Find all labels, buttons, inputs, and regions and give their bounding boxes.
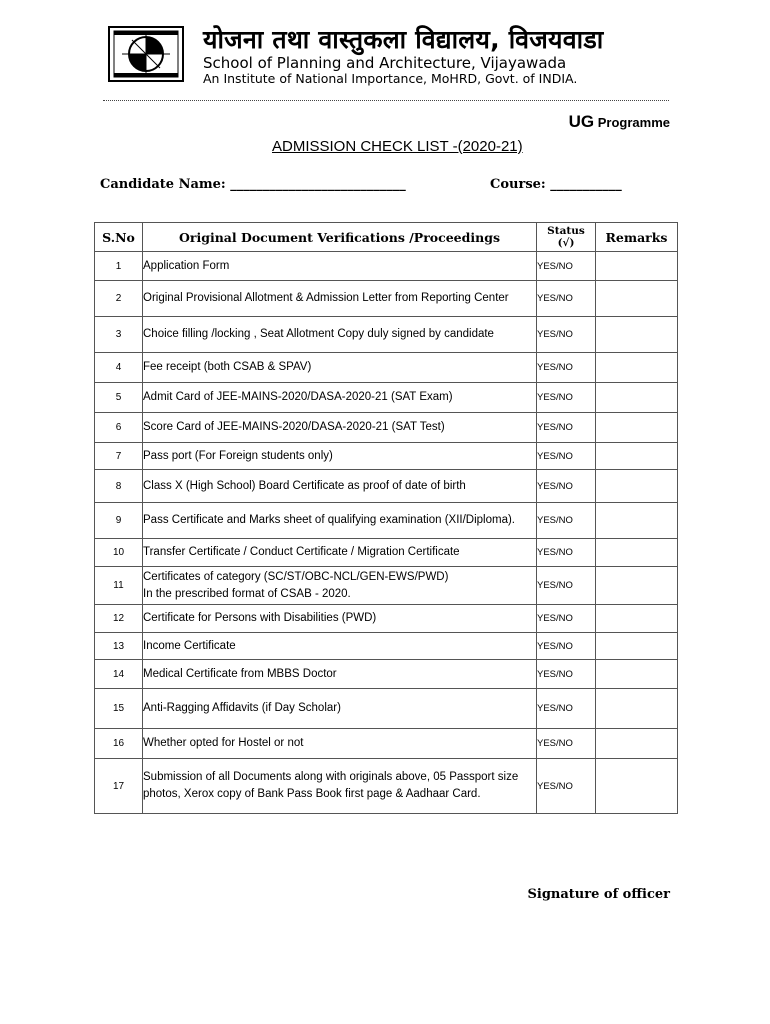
institute-english-name: School of Planning and Architecture, Vijayawada [203, 54, 567, 72]
table-row [95, 605, 678, 633]
row-status[interactable]: YES/NO [537, 353, 596, 383]
row-status[interactable]: YES/NO [537, 689, 596, 729]
row-remarks[interactable] [596, 353, 678, 383]
row-remarks[interactable] [596, 413, 678, 443]
table-row [95, 470, 678, 503]
table-row [95, 660, 678, 689]
table-row [95, 383, 678, 413]
row-sno: 3 [95, 317, 143, 353]
row-status[interactable]: YES/NO [537, 252, 596, 281]
row-document: Certificate for Persons with Disabilities (PWD) [143, 605, 537, 633]
table-row [95, 443, 678, 470]
table-row [95, 503, 678, 539]
table-row [95, 633, 678, 660]
row-status[interactable]: YES/NO [537, 503, 596, 539]
row-remarks[interactable] [596, 605, 678, 633]
row-document: Fee receipt (both CSAB & SPAV) [143, 353, 537, 383]
table-row [95, 729, 678, 759]
row-document: Score Card of JEE-MAINS-2020/DASA-2020-21 (SAT Test) [143, 413, 537, 443]
row-remarks[interactable] [596, 759, 678, 814]
table-row [95, 539, 678, 567]
row-sno: 12 [95, 605, 143, 633]
row-sno: 11 [95, 567, 143, 605]
row-document: Anti-Ragging Affidavits (if Day Scholar) [143, 689, 537, 729]
table-row [95, 252, 678, 281]
row-sno: 7 [95, 443, 143, 470]
row-remarks[interactable] [596, 252, 678, 281]
row-status[interactable]: YES/NO [537, 443, 596, 470]
institute-hindi-name: योजना तथा वास्तुकला विद्यालय, विजयवाडा [203, 25, 604, 54]
course-field[interactable]: Course: ___________ [490, 177, 622, 192]
row-status[interactable]: YES/NO [537, 383, 596, 413]
row-status[interactable]: YES/NO [537, 633, 596, 660]
programme-label [569, 112, 670, 132]
row-document: Pass port (For Foreign students only) [143, 443, 537, 470]
row-status[interactable]: YES/NO [537, 281, 596, 317]
row-sno: 16 [95, 729, 143, 759]
table-row [95, 759, 678, 814]
row-sno: 2 [95, 281, 143, 317]
table-row [95, 317, 678, 353]
row-remarks[interactable] [596, 503, 678, 539]
row-status[interactable]: YES/NO [537, 413, 596, 443]
table-row [95, 353, 678, 383]
row-document: Pass Certificate and Marks sheet of qualifying examination (XII/Diploma). [143, 503, 537, 539]
row-sno: 1 [95, 252, 143, 281]
row-document: Application Form [143, 252, 537, 281]
row-sno: 9 [95, 503, 143, 539]
row-sno: 15 [95, 689, 143, 729]
header-status-mark: (√) [557, 237, 575, 249]
row-sno: 8 [95, 470, 143, 503]
institute-status-line: An Institute of National Importance, MoHRD, Govt. of INDIA. [203, 71, 578, 86]
row-remarks[interactable] [596, 317, 678, 353]
table-row [95, 281, 678, 317]
row-status[interactable]: YES/NO [537, 539, 596, 567]
page-title: ADMISSION CHECK LIST -(2020-21) [272, 138, 523, 155]
row-remarks[interactable] [596, 689, 678, 729]
row-document: Income Certificate [143, 633, 537, 660]
candidate-name-field[interactable]: Candidate Name: ___________________________ [100, 177, 406, 192]
row-remarks[interactable] [596, 660, 678, 689]
row-sno: 5 [95, 383, 143, 413]
row-remarks[interactable] [596, 470, 678, 503]
row-status[interactable]: YES/NO [537, 729, 596, 759]
row-status[interactable]: YES/NO [537, 660, 596, 689]
table-row [95, 689, 678, 729]
header-status [537, 223, 596, 252]
row-sno: 13 [95, 633, 143, 660]
header-status-label: Status [547, 225, 585, 237]
row-remarks[interactable] [596, 567, 678, 605]
row-sno: 10 [95, 539, 143, 567]
row-document: Class X (High School) Board Certificate as proof of date of birth [143, 470, 537, 503]
programme-text: Programme [594, 115, 670, 130]
row-document: Whether opted for Hostel or not [143, 729, 537, 759]
row-document: Submission of all Documents along with originals above, 05 Passport size photos, Xerox copy of Bank Pass Book first page & Aadhaar Card. [143, 759, 537, 814]
row-remarks[interactable] [596, 383, 678, 413]
row-remarks[interactable] [596, 443, 678, 470]
row-document: Admit Card of JEE-MAINS-2020/DASA-2020-21 (SAT Exam) [143, 383, 537, 413]
checklist-body [95, 252, 678, 814]
programme-ug: UG [568, 112, 595, 131]
table-row [95, 413, 678, 443]
row-document: Original Provisional Allotment & Admission Letter from Reporting Center [143, 281, 537, 317]
row-status[interactable]: YES/NO [537, 470, 596, 503]
row-document: Certificates of category (SC/ST/OBC-NCL/GEN-EWS/PWD) In the prescribed format of CSAB - 2020. [143, 567, 537, 605]
header-divider [103, 100, 669, 101]
header-document: Original Document Verifications /Proceedings [143, 223, 537, 252]
row-status[interactable]: YES/NO [537, 759, 596, 814]
row-remarks[interactable] [596, 633, 678, 660]
row-sno: 17 [95, 759, 143, 814]
row-document: Choice filling /locking , Seat Allotment Copy duly signed by candidate [143, 317, 537, 353]
row-sno: 14 [95, 660, 143, 689]
row-document: Medical Certificate from MBBS Doctor [143, 660, 537, 689]
row-status[interactable]: YES/NO [537, 317, 596, 353]
row-sno: 6 [95, 413, 143, 443]
header-remarks: Remarks [596, 223, 678, 252]
header-sno: S.No [95, 223, 143, 252]
table-row [95, 567, 678, 605]
row-sno: 4 [95, 353, 143, 383]
row-remarks[interactable] [596, 539, 678, 567]
row-remarks[interactable] [596, 729, 678, 759]
spa-vijayawada-logo-icon [108, 26, 184, 82]
row-status[interactable]: YES/NO [537, 605, 596, 633]
row-remarks[interactable] [596, 281, 678, 317]
row-document: Transfer Certificate / Conduct Certificate / Migration Certificate [143, 539, 537, 567]
checklist-table [94, 222, 678, 814]
signature-of-officer: Signature of officer [527, 887, 670, 902]
row-status[interactable]: YES/NO [537, 567, 596, 605]
